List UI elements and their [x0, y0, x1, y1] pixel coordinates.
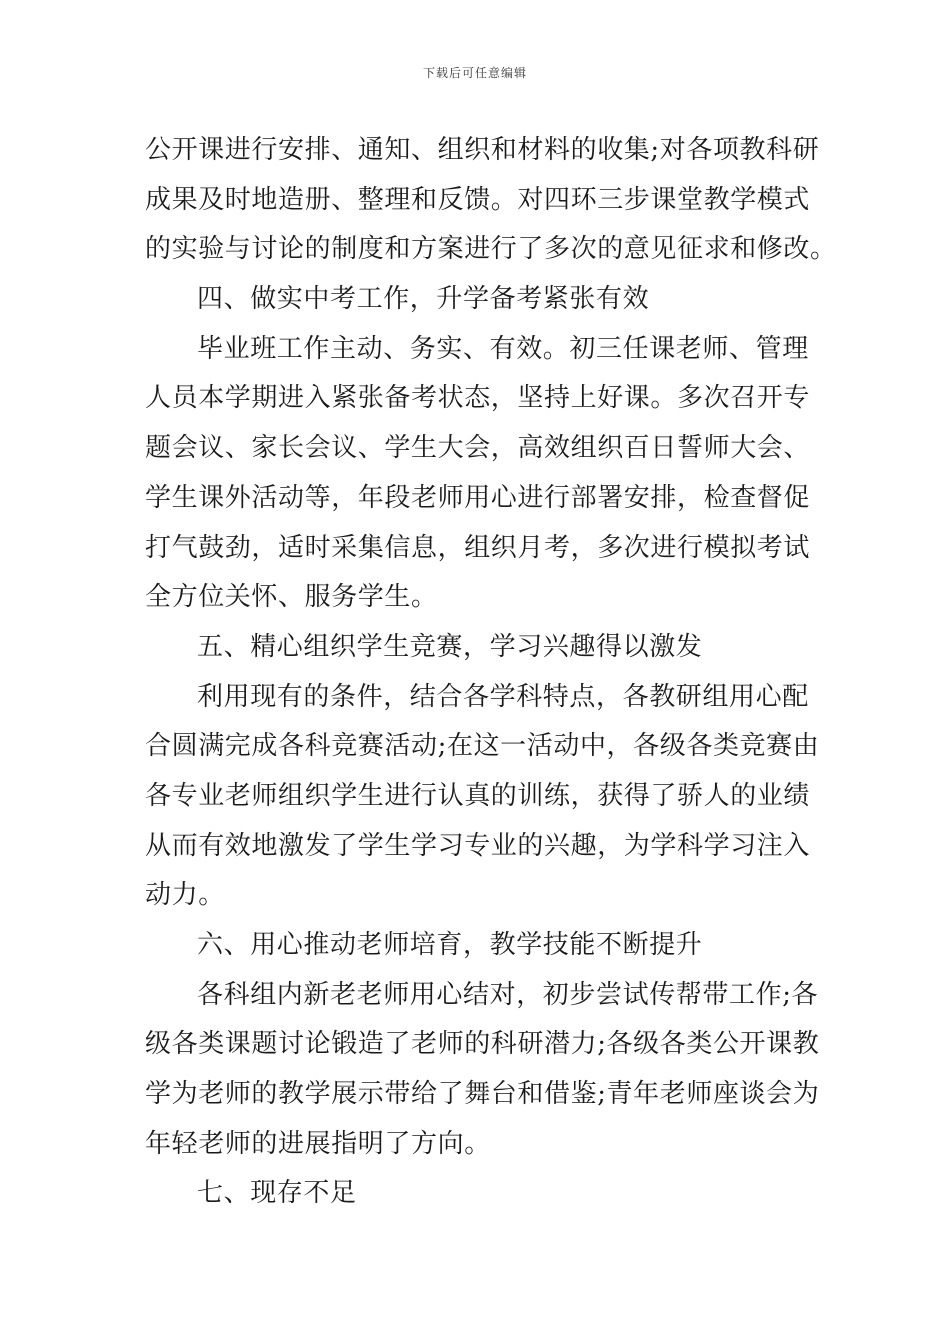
body-line: 题会议、家长会议、学生大会，高效组织百日誓师大会、 — [145, 433, 811, 463]
body-line: 从而有效地激发了学生学习专业的兴趣，为学科学习注入 — [145, 831, 811, 861]
section-heading-6: 六、用心推动老师培育，教学技能不断提升 — [197, 930, 703, 960]
body-line: 的实验与讨论的制度和方案进行了多次的意见征求和修改。 — [145, 234, 837, 264]
section-heading-4: 四、做实中考工作，升学备考紧张有效 — [197, 284, 650, 314]
page-header: 下载后可任意编辑 — [422, 66, 527, 80]
section-heading-5: 五、精心组织学生竞赛，学习兴趣得以激发 — [197, 632, 703, 662]
body-line: 学为老师的教学展示带给了舞台和借鉴;青年老师座谈会为 — [145, 1079, 820, 1109]
body-line: 学生课外活动等，年段老师用心进行部署安排，检查督促 — [145, 483, 811, 513]
body-line: 毕业班工作主动、务实、有效。初三任课老师、管理 — [197, 334, 809, 364]
body-line: 级各类课题讨论锻造了老师的科研潜力;各级各类公开课教 — [145, 1029, 820, 1059]
body-line: 公开课进行安排、通知、组织和材料的收集;对各项教科研 — [145, 135, 820, 165]
section-heading-7: 七、现存不足 — [197, 1178, 357, 1208]
body-line: 打气鼓劲，适时采集信息，组织月考，多次进行模拟考试 — [145, 533, 811, 563]
body-line: 成果及时地造册、整理和反馈。对四环三步课堂教学模式 — [145, 185, 811, 215]
body-line: 全方位关怀、服务学生。 — [145, 582, 438, 612]
body-line: 利用现有的条件，结合各学科特点，各教研组用心配 — [197, 682, 809, 712]
body-line: 动力。 — [145, 880, 225, 910]
body-line: 各专业老师组织学生进行认真的训练，获得了骄人的业绩 — [145, 781, 811, 811]
body-line: 人员本学期进入紧张备考状态，坚持上好课。多次召开专 — [145, 383, 811, 413]
body-line: 合圆满完成各科竞赛活动;在这一活动中，各级各类竞赛由 — [145, 731, 820, 761]
body-line: 年轻老师的进展指明了方向。 — [145, 1129, 491, 1159]
body-line: 各科组内新老老师用心结对，初步尝试传帮带工作;各 — [197, 980, 819, 1010]
